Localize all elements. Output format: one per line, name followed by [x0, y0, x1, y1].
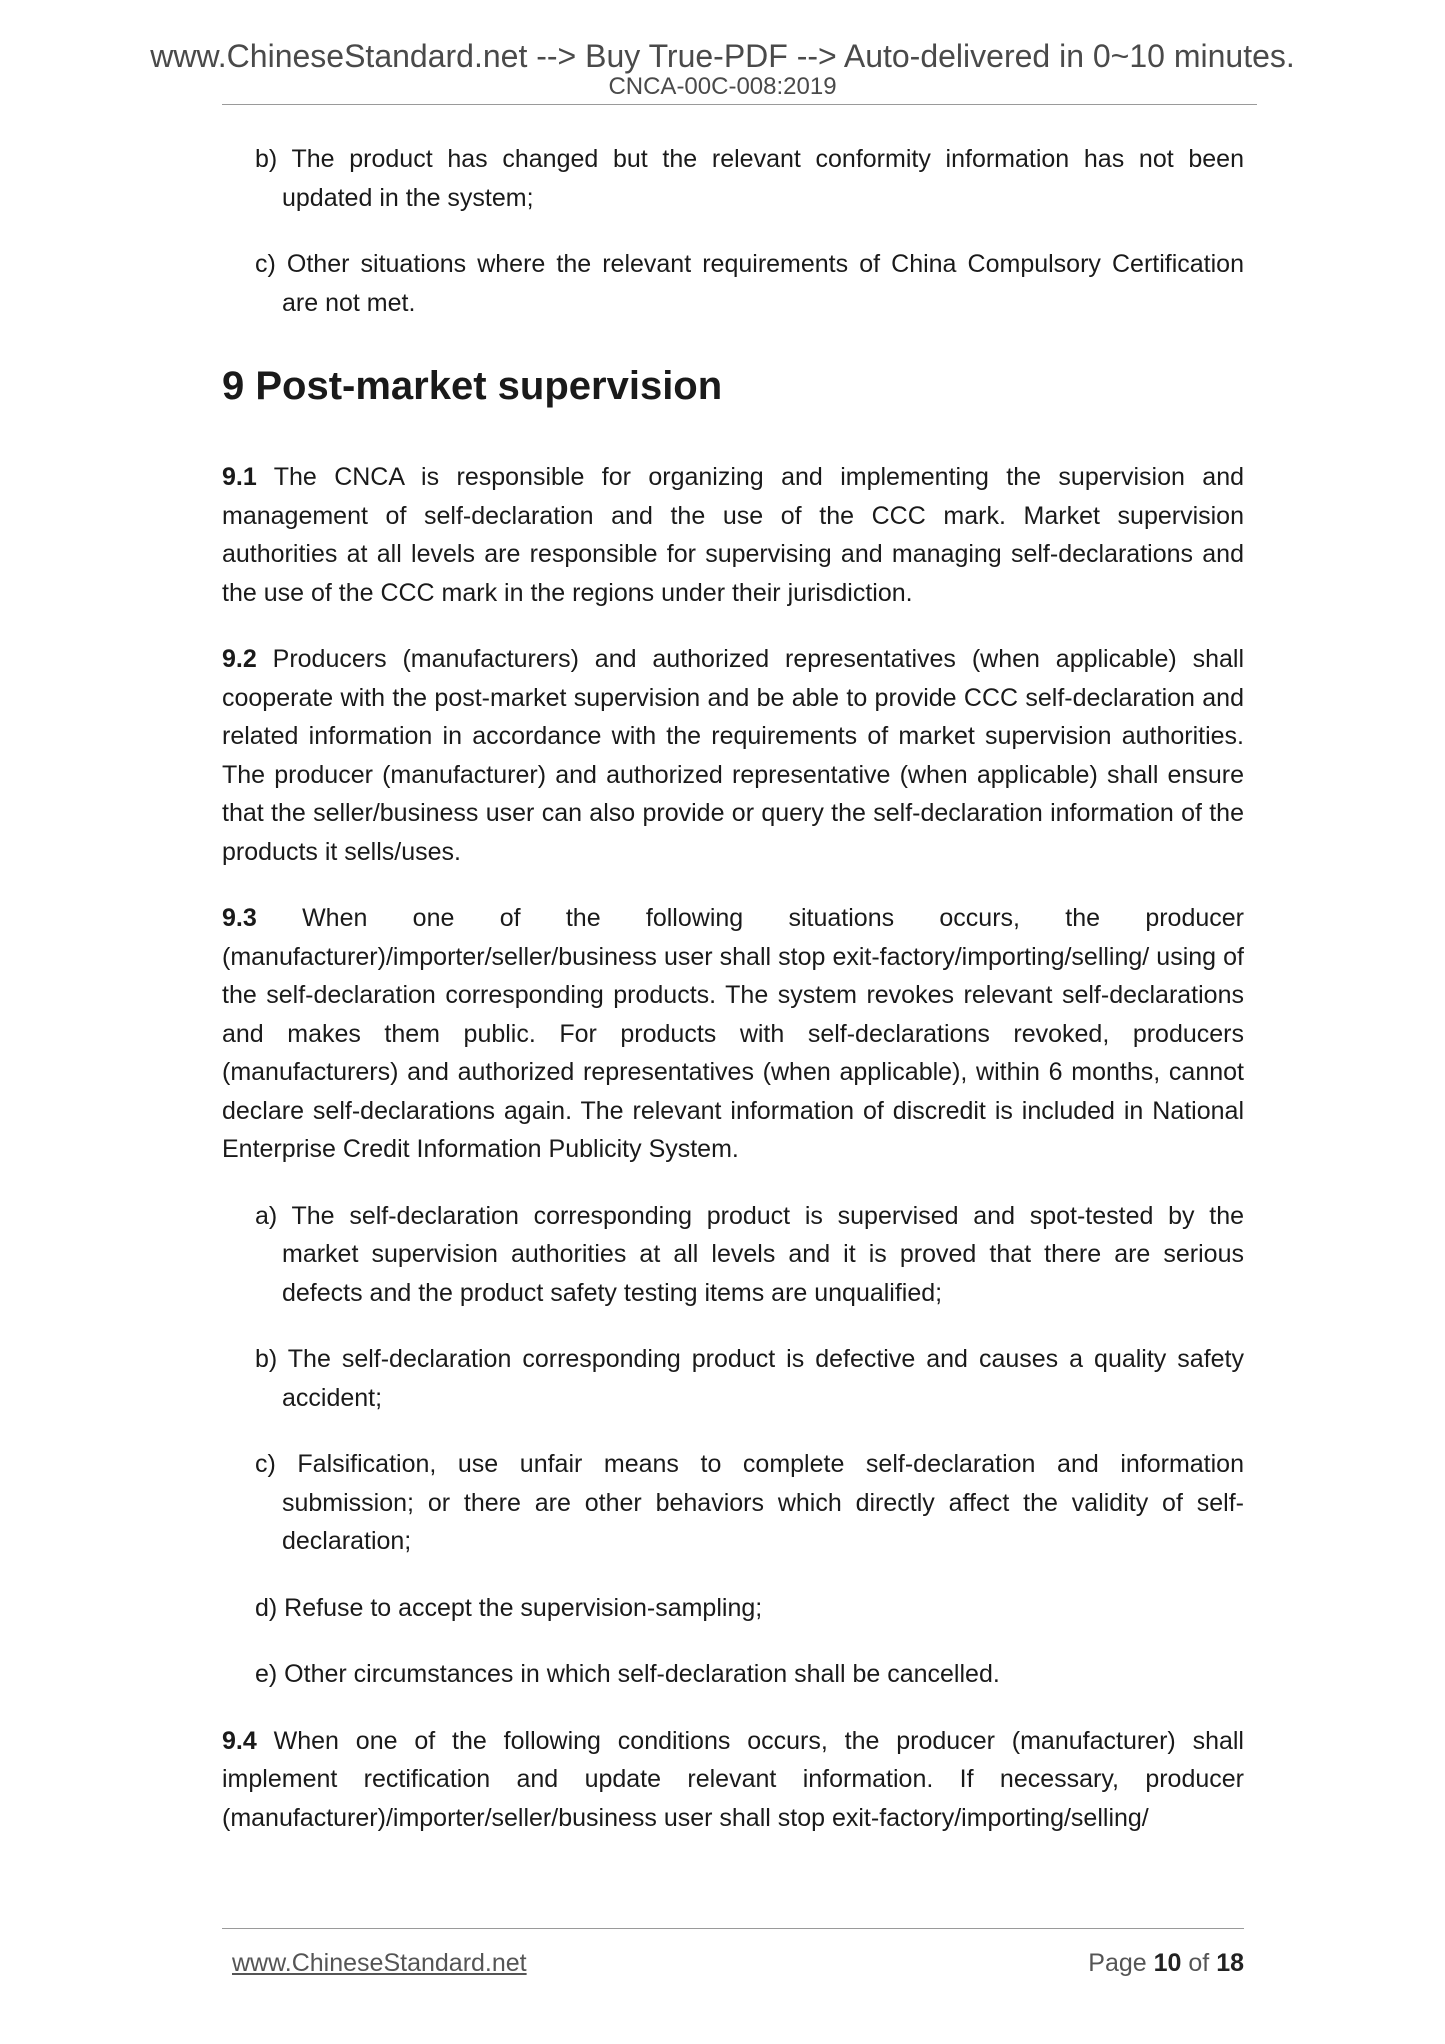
document-number: CNCA-00C-008:2019 — [608, 73, 837, 100]
paragraph-text: Producers (manufacturers) and authorized representatives (when applicable) shall cooperate with the post-market supervision and be able to provide CCC self-declaration and related information in accordance with the requirements of market supervision authorities. The producer (manufacturer) and authorized representative (when applicable) shall ensure that the seller/business user can also provide or query the self-declaration information of the products it sells/uses. — [222, 645, 1244, 866]
list-item: c) Falsification, use unfair means to complete self-declaration and information submission; or there are other behaviors which directly affect the validity of self-declaration; — [255, 1450, 1244, 1555]
header-divider — [222, 104, 1257, 105]
list-item-c-continued: c) Other situations where the relevant requirements of China Compulsory Certification are not met. — [255, 250, 1244, 317]
paragraph-9-2 — [222, 640, 1244, 871]
footer-divider — [222, 1928, 1244, 1929]
page-content — [222, 140, 1244, 1865]
list-item: e) Other circumstances in which self-declaration shall be cancelled. — [255, 1660, 1000, 1688]
clause-number: 9.4 — [222, 1726, 257, 1755]
paragraph-9-1 — [222, 458, 1244, 612]
list-item-b-continued: b) The product has changed but the relevant conformity information has not been updated in the system; — [255, 145, 1244, 212]
clause-number: 9.1 — [222, 463, 257, 491]
clause-number: 9.2 — [222, 645, 257, 673]
paragraph-text: The CNCA is responsible for organizing and implementing the supervision and management of self-declaration and the use of the CCC mark. Market supervision authorities at all levels are responsible for supervising and managing self-declarations and the use of the CCC mark in the regions under their jurisdiction. — [222, 463, 1244, 607]
paragraph-text: When one of the following conditions occurs, the producer (manufacturer) shall implement rectification and update relevant information. If necessary, producer (manufacturer)/importer/seller/business user shall stop exit-factory/importing/selling/ — [222, 1726, 1244, 1832]
list-item: a) The self-declaration corresponding product is supervised and spot-tested by the market supervision authorities at all levels and it is proved that there are serious defects and the product safety testing items are unqualified; — [255, 1201, 1244, 1307]
page-footer — [232, 1948, 1244, 1978]
page-current: 10 — [1153, 1949, 1182, 1977]
clause-number: 9.3 — [222, 904, 257, 932]
page-total: 18 — [1216, 1949, 1244, 1977]
of-label: of — [1188, 1949, 1210, 1977]
page-indicator — [1088, 1948, 1244, 1978]
paragraph-9-3 — [222, 899, 1244, 1169]
list-item: b) The self-declaration corresponding product is defective and causes a quality safety accident; — [255, 1345, 1244, 1412]
header-banner: www.ChineseStandard.net --> Buy True-PDF --> Auto-delivered in 0~10 minutes. — [150, 38, 1295, 74]
paragraph-text: When one of the following situations occurs, the producer (manufacturer)/importer/seller/business user shall stop exit-factory/importing/selling/ using of the self-declaration corresponding products. The system revokes relevant self-declarations and makes them public. For products with self-declarations revoked, producers (manufacturers) and authorized representatives (when applicable), within 6 months, cannot declare self-declarations again. The relevant information of discredit is included in National Enterprise Credit Information Publicity System. — [222, 904, 1244, 1163]
section-heading: 9 Post-market supervision — [222, 364, 723, 408]
site-link[interactable]: www.ChineseStandard.net — [232, 1949, 527, 1977]
page-label: Page — [1088, 1949, 1147, 1977]
paragraph-9-4 — [222, 1722, 1244, 1838]
list-item: d) Refuse to accept the supervision-sampling; — [255, 1593, 763, 1622]
